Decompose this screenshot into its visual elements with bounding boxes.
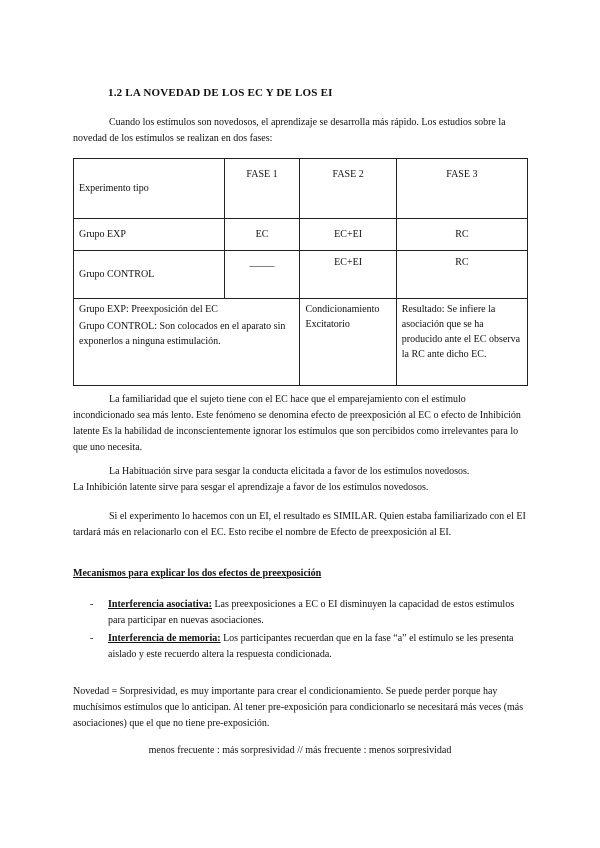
table-header-cell: FASE 2 [300,159,396,219]
table-cell: Grupo CONTROL [74,251,225,299]
mechanisms-list [90,597,530,665]
inhibition-paragraph: La Inhibición latente sirve para sesgar el aprendizaje a favor de los estímulos novedosos. [73,482,429,493]
ei-paragraph: Si el experimento lo hacemos con un EI, el resultado es SIMILAR. Quien estaba familiarizado con el EI tardará más en relacionarlo con el EC. Esto recibe el nombre de Efecto de preexposición al EI. [73,511,526,538]
intro-paragraph: Cuando los estímulos son novedosos, el aprendizaje se desarrolla más rápido. Los estudios sobre la novedad de los estímulos se realizan en dos fases: [73,117,506,144]
table-cell: RC [396,251,527,299]
bullet-dash: - [90,633,94,644]
table-cell: _____ [224,251,300,299]
summary-line: menos frecuente : más sorpresividad // más frecuente : menos sorpresividad [148,745,452,756]
table-cell: RC [396,219,527,251]
exp-note: Grupo EXP: Preexposición del EC [79,304,218,315]
table-notes-cell [74,299,300,386]
phases-table [73,158,528,386]
table-cell: EC+EI [300,251,396,299]
table-cell: EC+EI [300,219,396,251]
table-row [74,299,528,386]
bullet-text: Los participantes recuerdan que en la fase “a” el estímulo se les presenta aislado y este recuerdo altera la respuesta condicionada. [108,633,514,660]
list-item [90,597,530,629]
list-item [90,631,530,663]
table-header-cell: Experimento tipo [74,159,225,219]
section-heading: 1.2 LA NOVEDAD DE LOS EC Y DE LOS EI [108,87,333,99]
habituation-paragraph: La Habituación sirve para sesgar la conducta elicitada a favor de los estímulos novedosos. [109,466,470,477]
table-header-cell: FASE 3 [396,159,527,219]
novelty-paragraph: Novedad = Sorpresividad, es muy importante para crear el condicionamiento. Se puede perder porque hay muchísimos estímulos que lo anticipan. Al tener pre-exposición para condicionarlo se necesitará más veces (más asociaciones) que el que no tiene pre-exposición. [73,686,524,729]
table-cell: EC [224,219,300,251]
table-header-cell: FASE 1 [224,159,300,219]
table-row [74,251,528,299]
bullet-title: Interferencia de memoria: [108,633,221,644]
bullet-title: Interferencia asociativa: [108,599,212,610]
result-note: Resultado: Se infiere la asociación que se ha producido ante el EC observa la RC ante dicho EC. [396,299,527,386]
table-header-row [74,159,528,219]
bullet-dash: - [90,599,94,610]
table-row [74,219,528,251]
phase2-note: Condicionamiento Excitatorio [300,299,396,386]
habituation-inhibition-block [73,464,528,496]
familiarity-paragraph: La familiaridad que el sujeto tiene con el EC hace que el emparejamiento con el estímulo incondicionado sea más lento. Este fenómeno se denomina efecto de preexposición al EC o efecto de Inhibición latente Es la habilidad de inconscientemente ignorar los estímulos que son percibidos como irrelevantes para lo que uno necesita. [73,394,521,453]
bullet-text: Las preexposiciones a EC o EI disminuyen la capacidad de estos estímulos para participar en nuevas asociaciones. [108,599,515,626]
mechanisms-heading: Mecanismos para explicar los dos efectos de preexposición [73,568,322,579]
table-cell: Grupo EXP [74,219,225,251]
control-note: Grupo CONTROL: Son colocados en el aparato sin exponerlos a ninguna estimulación. [79,321,286,347]
